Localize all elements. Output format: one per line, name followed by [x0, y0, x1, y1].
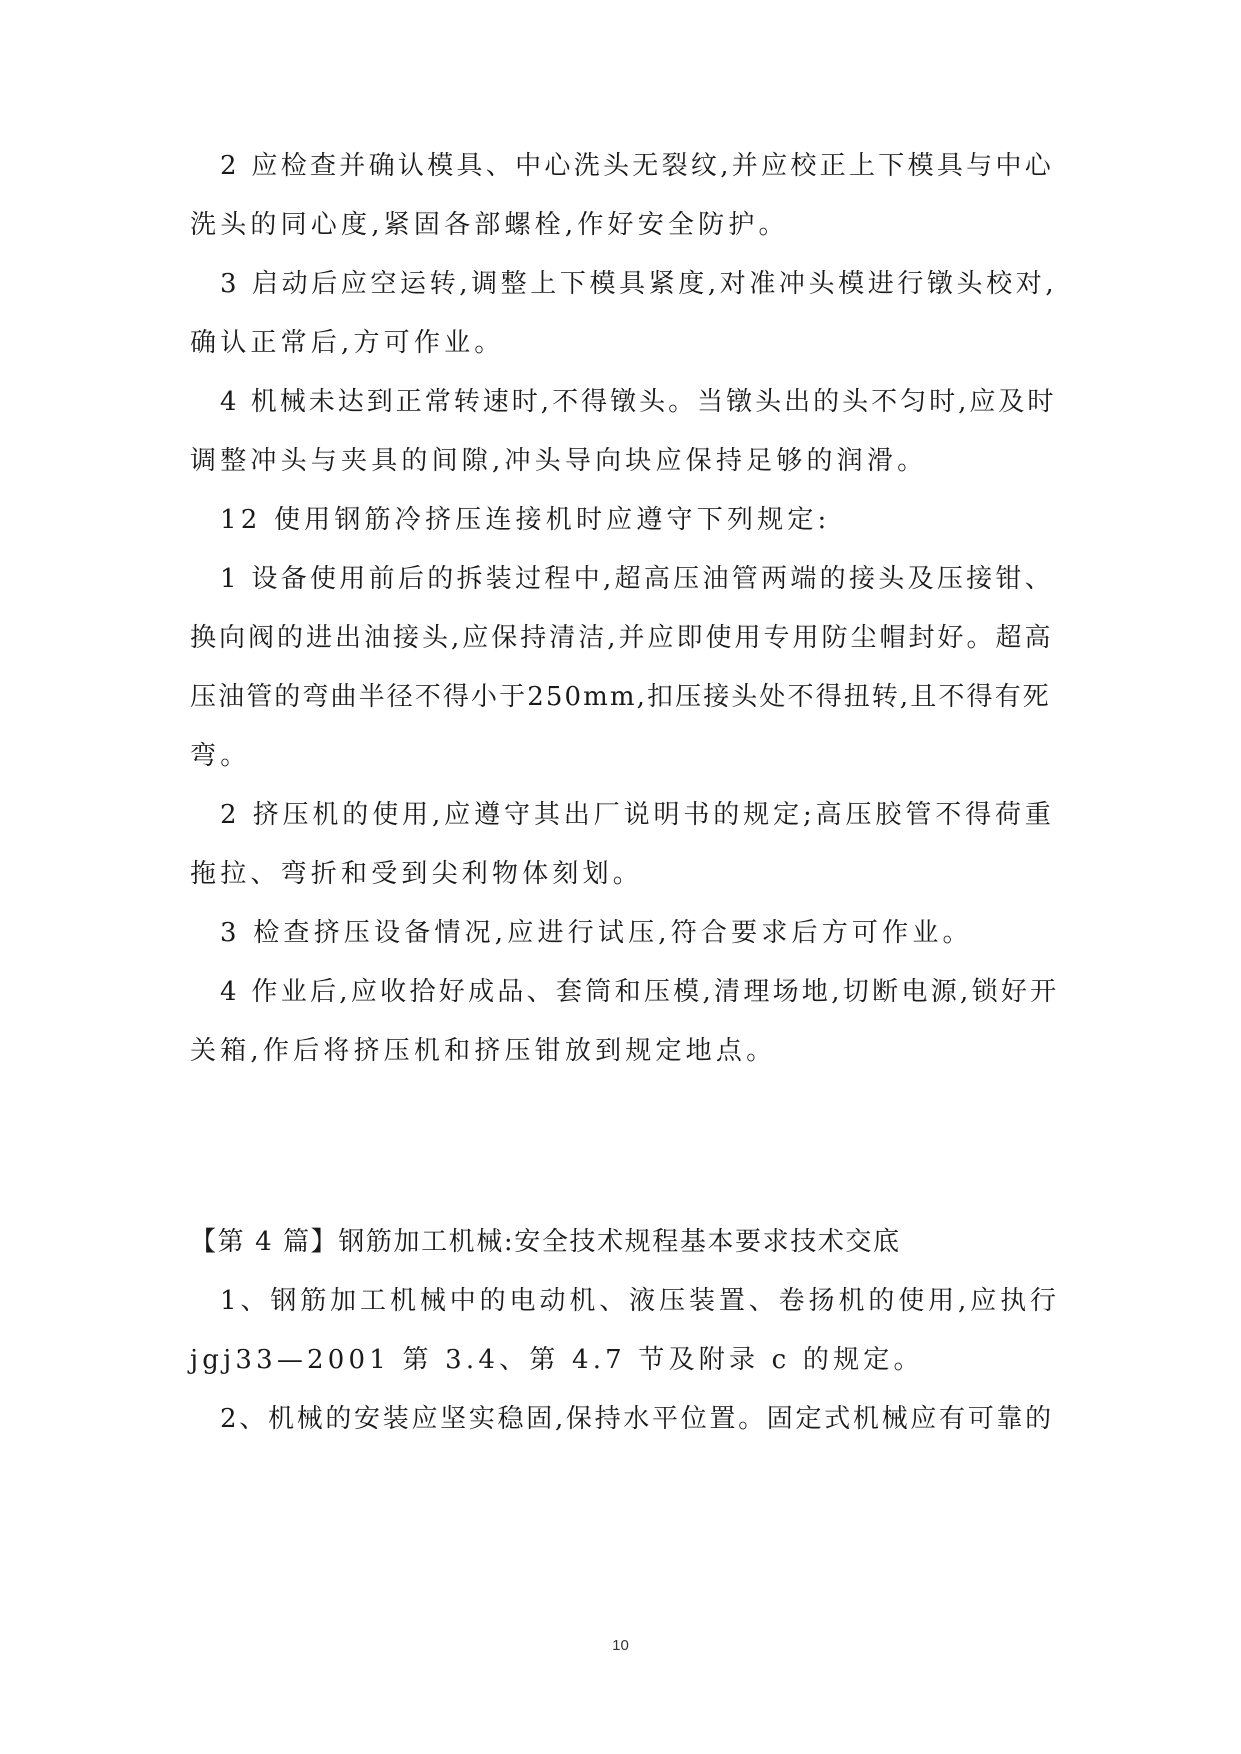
- text-line-14: 3 检查挤压设备情况,应进行试压,符合要求后方可作业。: [220, 918, 973, 948]
- text-line-5: 4 机械未达到正常转速时,不得镦头。当镦头出的头不匀时,应及时: [220, 387, 1057, 417]
- section-heading: 【第 4 篇】钢筋加工机械:安全技术规程基本要求技术交底: [190, 1227, 901, 1257]
- text-line-19: 2、机械的安装应坚实稳固,保持水平位置。固定式机械应有可靠的: [220, 1404, 1054, 1434]
- text-line-10: 压油管的弯曲半径不得小于250mm,扣压接头处不得扭转,且不得有死: [190, 682, 1051, 712]
- text-line-13: 拖拉、弯折和受到尖利物体刻划。: [190, 859, 644, 889]
- text-line-8: 1 设备使用前后的拆装过程中,超高压油管两端的接头及压接钳、: [220, 564, 1055, 594]
- text-line-11: 弯。: [190, 741, 251, 771]
- text-line-18: jgj33—2001 第 3.4、第 4.7 节及附录 c 的规定。: [190, 1345, 924, 1375]
- text-line-4: 确认正常后,方可作业。: [190, 328, 505, 358]
- text-line-17: 1、钢筋加工机械中的电动机、液压装置、卷扬机的使用,应执行: [220, 1286, 1060, 1316]
- text-line-9: 换向阀的进出油接头,应保持清洁,并应即使用专用防尘帽封好。超高: [190, 623, 1054, 653]
- text-line-1: 2 应检查并确认模具、中心洗头无裂纹,并应校正上下模具与中心: [220, 151, 1055, 181]
- text-line-16: 关箱,作后将挤压机和挤压钳放到规定地点。: [190, 1036, 777, 1066]
- text-line-2: 洗头的同心度,紧固各部螺栓,作好安全防护。: [190, 210, 789, 240]
- text-line-12: 2 挤压机的使用,应遵守其出厂说明书的规定;高压胶管不得荷重: [220, 800, 1055, 830]
- text-line-3: 3 启动后应空运转,调整上下模具紧度,对准冲头模进行镦头校对,: [220, 269, 1058, 299]
- text-line-15: 4 作业后,应收拾好成品、套筒和压模,清理场地,切断电源,锁好开: [220, 977, 1060, 1007]
- page-number: 10: [612, 1637, 629, 1654]
- text-line-6: 调整冲头与夹具的间隙,冲头导向块应保持足够的润滑。: [190, 446, 928, 476]
- text-line-7: 12 使用钢筋冷挤压连接机时应遵守下列规定:: [220, 505, 831, 535]
